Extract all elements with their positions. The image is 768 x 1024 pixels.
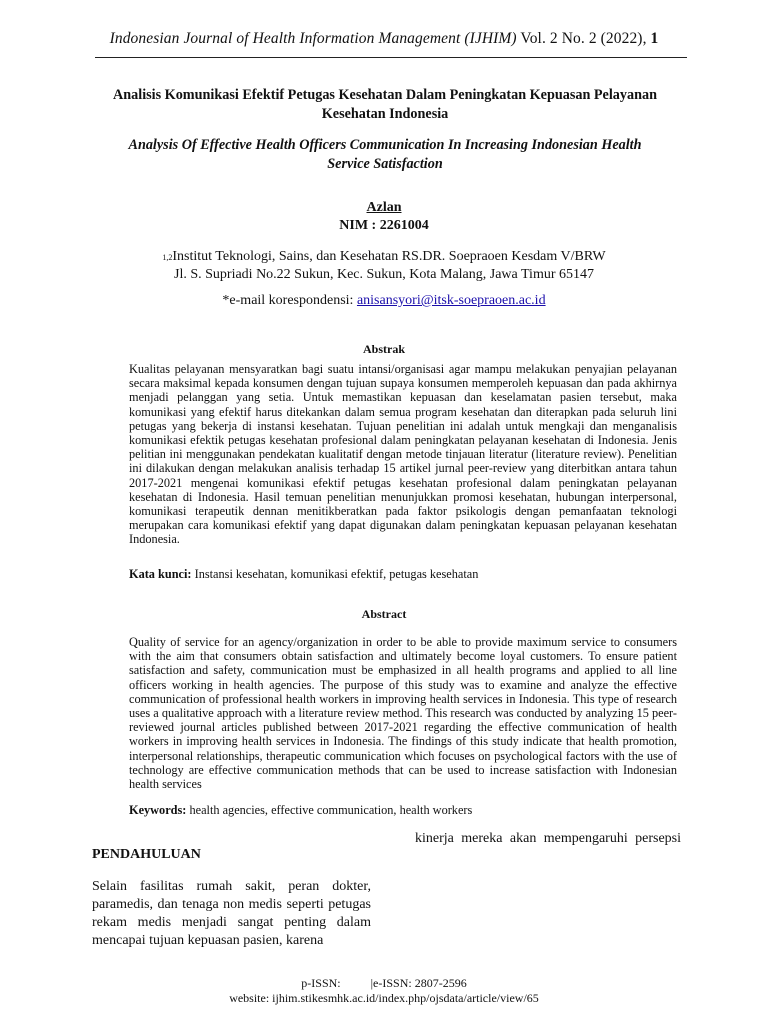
issn-line	[0, 976, 768, 991]
left-column-text	[92, 878, 371, 950]
abstract-body	[129, 635, 677, 791]
affiliation-line-1	[0, 248, 768, 266]
title-english-line-2: Service Satisfaction	[327, 156, 443, 172]
pendahuluan-heading: PENDAHULUAN	[92, 847, 201, 862]
kata-kunci-values: Instansi kesehatan, komunikasi efektif, petugas kesehatan	[191, 567, 479, 581]
email-label: *e-mail korespondensi:	[222, 293, 357, 308]
correspondence-email	[0, 293, 768, 309]
title-indonesian-line-2: Kesehatan Indonesia	[321, 106, 449, 122]
journal-header	[0, 30, 768, 48]
volume-info: Vol. 2 No. 2 (2022),	[516, 30, 651, 47]
abstract-heading: Abstract	[361, 607, 407, 621]
abstrak-text: Kualitas pelayanan mensyaratkan bagi suatu intansi/organisasi agar mampu melakukan penyajian pelayanan secara maksimal kepada konsumen dengan tujuan supaya konsumen memperoleh kepuasan dan pada akhirnya menjadi pelanggan yang setia. Untuk memastikan kepuasan dan keselamatan pasien tersebut, maka komunikasi yang efektif harus ditekankan dalam semua program kesehatan dan diterapkan pada seluruh lini petugas yang bekerja di instansi kesehatan. Tujuan penelitian ini adalah untuk mengkaji dan menganalisis komunikasi efektik petugas kesehatan profesional dalam peningkatan pelayanan kesehatan di Indonesia. Jenis pelitian ini menggunakan pendekatan kualitatif dengan metode tinjauan literatur (literature review). Penelitian ini dilakukan dengan melakukan analisis terhadap 15 artikel jurnal peer-review yang diterbitkan antara tahun 2017-2021 mengenai komunikasi efektif petugas kesehatan profesional dalam peningkatan pelayanan kesehatan di Indonesia. Hasil temuan penelitian menunjukkan promosi kesehatan, hubungan interpersonal, komunikasi terapeutik dennan menitikberatkan pada faktor psikologis dengan pemanfaatan teknologi merupakan cara komunikasi efektif yang dapat digunakan dalam peningkatan kepuasan pelayanan kesehatan Indonesia.	[129, 362, 677, 547]
title-indonesian-line-1: Analisis Komunikasi Efektif Petugas Kesehatan Dalam Peningkatan Kepuasan Pelayanan	[113, 87, 657, 103]
kata-kunci-label: Kata kunci:	[129, 567, 192, 581]
header-divider	[95, 57, 687, 58]
page-number: 1	[650, 30, 659, 47]
abstrak-keywords	[129, 567, 677, 581]
page-footer	[0, 976, 768, 1006]
email-link[interactable]: anisansyori@itsk-soepraoen.ac.id	[356, 293, 546, 308]
author-name: Azlan	[366, 200, 402, 215]
issn-divider: |	[370, 976, 374, 990]
abstract-keywords	[129, 803, 677, 817]
keywords-values: health agencies, effective communication, health workers	[186, 803, 473, 817]
p-issn: p-ISSN:	[301, 976, 341, 990]
journal-name: Indonesian Journal of Health Information Management (IJHIM)	[109, 30, 517, 47]
title-english-line-1: Analysis Of Effective Health Officers Communication In Increasing Indonesian Health	[128, 137, 642, 153]
abstract-text: Quality of service for an agency/organization in order to be able to provide maximum service to consumers with the aim that consumers obtain satisfaction and ultimately become loyal customers. To ensure patient satisfaction and safety, communication must be emphasized in all health programs and applied to all line officers working in health agencies. The purpose of this study was to examine and analyze the effective communication of professional health workers in improving health services in Indonesia. This type of research uses a qualitative approach with a literature review method. This research was conducted by analyzing 15 peer-reviewed journal articles published between 2017-2021 regarding the effective communication of health workers in improving health services in Indonesia. The findings of this study indicate that health promotion, interpersonal relationships, therapeutic communication which focuses on psychological factors with the use of technology are effective communication methods that can be used to increase satisfaction with Indonesian health services	[129, 635, 677, 792]
e-issn: e-ISSN: 2807-2596	[373, 976, 467, 990]
website-line: website: ijhim.stikesmhk.ac.id/index.php/ojsdata/article/view/65	[229, 991, 539, 1005]
title-english	[80, 136, 690, 174]
author-affiliation	[0, 248, 768, 284]
title-indonesian	[80, 86, 690, 124]
author-nim: NIM : 2261004	[339, 218, 429, 233]
keywords-label: Keywords:	[129, 803, 187, 817]
right-column-text: kinerja mereka akan mempengaruhi persepsi	[415, 831, 681, 846]
affiliation-address: Jl. S. Supriadi No.22 Sukun, Kec. Sukun, Kota Malang, Jawa Timur 65147	[174, 267, 594, 282]
abstrak-heading: Abstrak	[362, 342, 405, 356]
left-column-paragraph: Selain fasilitas rumah sakit, peran dokter, paramedis, dan tenaga non medis seperti petugas rekam medis menjadi sangat penting dalam mencapai tujuan kepuasan pasien, karena	[92, 879, 371, 948]
affiliation-superscript: 1,2	[162, 253, 173, 262]
affiliation-institution: Institut Teknologi, Sains, dan Kesehatan RS.DR. Soepraoen Kesdam V/BRW	[172, 249, 606, 264]
abstrak-body	[129, 362, 677, 547]
